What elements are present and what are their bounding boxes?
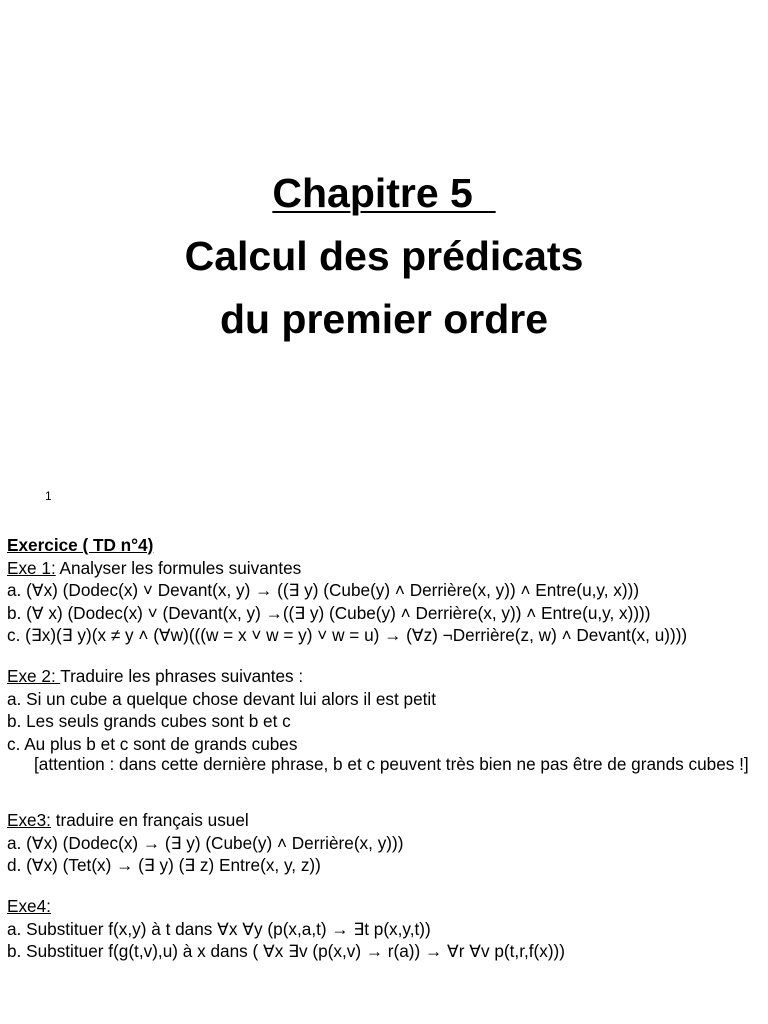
exercise-2-block [7,665,762,774]
chapter-title-text: Chapitre 5 [272,170,496,216]
exe1-intro: Analyser les formules suivantes [55,557,302,578]
exe3-intro-line [7,809,762,832]
page-number: 1 [45,489,52,503]
exe2-intro-line [7,665,762,688]
exercise-1-block [7,534,762,647]
exe2-note: [attention : dans cette dernière phrase, b et c peuvent très bien ne pas être de grands cubes !] [34,754,749,775]
exe4-item-a: a. Substituer f(x,y) à t dans ∀x ∀y (p(x,a,t) → ∃t p(x,y,t)) [7,918,431,939]
exe3-item-d: d. (∀x) (Tet(x) → (∃ y) (∃ z) Entre(x, y, z)) [7,855,321,876]
title-line-3: du premier ordre [219,296,549,342]
exe4-item-b: b. Substituer f(g(t,v),u) à x dans ( ∀x ∃v (p(x,v) → r(a)) → ∀r ∀v p(t,r,f(x))) [7,941,566,962]
exercise-4-block [7,895,762,963]
exe4-label: Exe4: [7,896,51,916]
title-line-2: Calcul des prédicats [184,233,584,279]
exe2-label: Exe 2: [7,666,61,686]
exe1-item-c: c. (∃x)(∃ y)(x ≠ y ˄ (∀w)(((w = x ˅ w = y) ˅ w = u) → (∀z) ¬Derrière(z, w) ˄ Devant(x, u)))) [7,625,688,646]
exe3-item-a: a. (∀x) (Dodec(x) → (∃ y) (Cube(y) ˄ Derrière(x, y))) [7,832,404,853]
chapter-title [0,170,768,217]
exercise-heading: Exercice ( TD n°4) [7,535,154,555]
exe1-intro-line [7,557,762,580]
exe3-intro: traduire en français usuel [50,810,249,830]
exercise-3-block [7,809,762,877]
exe2-item-a: a. Si un cube a quelque chose devant lui alors il est petit [7,688,437,709]
exe2-item-c: c. Au plus b et c sont de grands cubes [7,733,298,754]
exe2-item-b: b. Les seuls grands cubes sont b et c [7,711,291,732]
exe2-intro: Traduire les phrases suivantes : [60,666,304,686]
exe1-item-b: b. (∀ x) (Dodec(x) ˅ (Devant(x, y) →((∃ y) (Cube(y) ˄ Derrière(x, y)) ˄ Entre(u,y, x)))) [7,602,651,623]
exe3-label: Exe3: [7,810,51,830]
exe1-item-a: a. (∀x) (Dodec(x) ˅ Devant(x, y) → ((∃ y) (Cube(y) ˄ Derrière(x, y)) ˄ Entre(u,y, x))) [7,580,640,601]
exe1-label: Exe 1: [7,557,56,578]
